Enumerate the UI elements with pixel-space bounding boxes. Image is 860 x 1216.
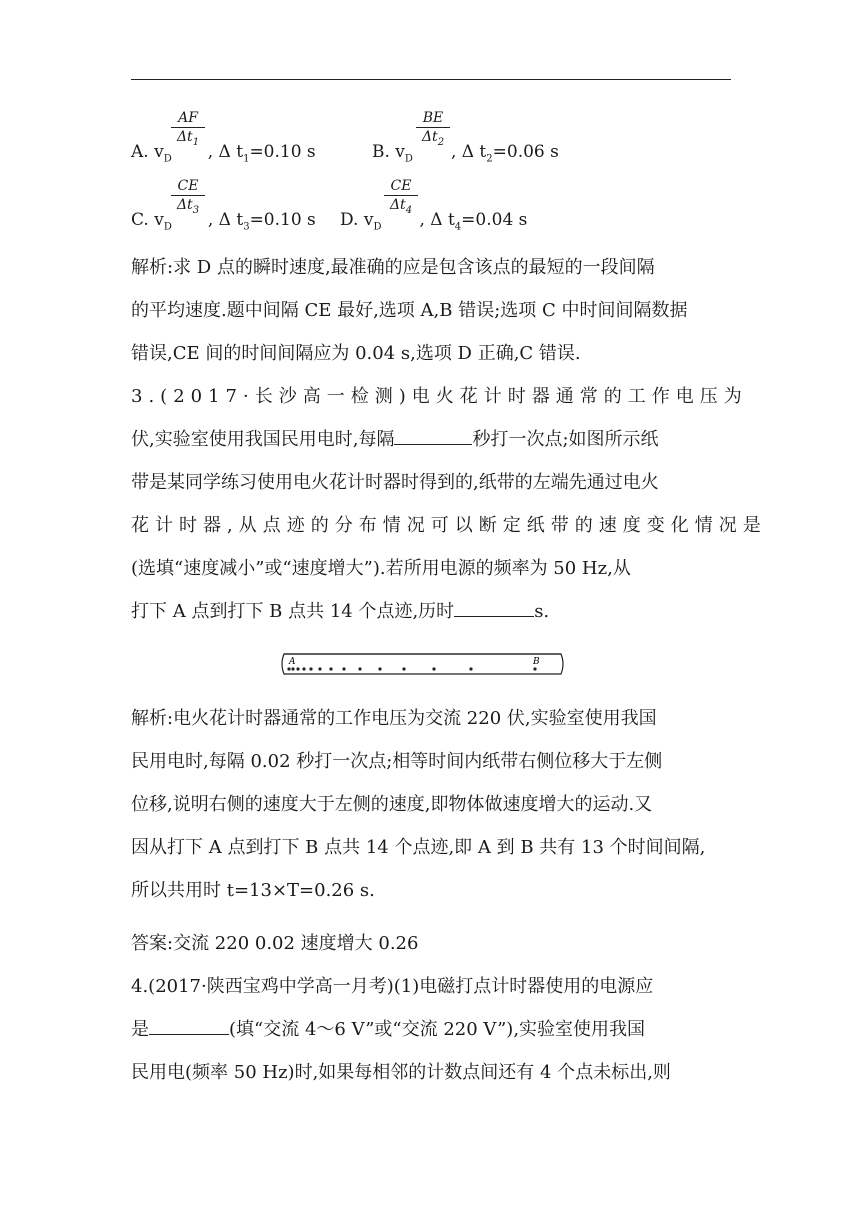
tape-dot — [302, 667, 305, 670]
option-d: D. $v_D$ , Δ $t_4=0.04$ s — [340, 210, 528, 233]
q3-line-3: 带是某同学练习使用电火花计时器时得到的,纸带的左端先通过电火 — [131, 472, 659, 493]
tape-dot — [402, 667, 405, 670]
tape-dot — [309, 667, 312, 670]
q4-line-2: 是 (填“交流 4～6 V”或“交流 220 V”),实验室使用我国 — [131, 1015, 645, 1041]
fraction-a-numerator: AF — [171, 109, 205, 128]
blank[interactable] — [454, 598, 534, 617]
fraction-c-numerator: CE — [171, 177, 205, 196]
option-a: A. $v_D$ , Δ $t_1=0.10$ s — [131, 142, 316, 165]
q3-line-6: 打下 A 点到打下 B 点共 14 个点迹,历时 s. — [131, 597, 549, 623]
tape-dot — [378, 667, 381, 670]
tape-label-a: A — [289, 657, 296, 667]
header-rule — [131, 79, 731, 80]
q4-line-3: 民用电(频率 50 Hz)时,如果每相邻的计数点间还有 4 个点未标出,则 — [131, 1062, 671, 1083]
q2-analysis-line-3: 错误,CE 间的时间间隔应为 0.04 s,选项 D 正确,C 错误. — [131, 343, 581, 364]
tape-dot — [287, 667, 290, 670]
fraction-b-denominator: $\Delta t_2$ — [421, 129, 445, 148]
tape-dot — [469, 667, 472, 670]
q3-line-5: (选填“速度减小”或“速度增大”).若所用电源的频率为 50 Hz,从 — [131, 558, 631, 579]
blank[interactable] — [394, 426, 472, 445]
q3-analysis-line-1: 解析:电火花计时器通常的工作电压为交流 220 伏,实验室使用我国 — [131, 708, 657, 729]
fraction-d-numerator: CE — [384, 177, 418, 196]
q3-analysis-line-5: 所以共用时 t=13×T=0.26 s. — [131, 880, 375, 901]
q3-analysis-line-2: 民用电时,每隔 0.02 秒打一次点;相等时间内纸带右侧位移大于左侧 — [131, 751, 663, 772]
tape-dot — [329, 667, 332, 670]
q4-line-1: 4.(2017·陕西宝鸡中学高一月考)(1)电磁打点计时器使用的电源应 — [131, 976, 654, 997]
q2-analysis-line-2: 的平均速度.题中间隔 CE 最好,选项 A,B 错误;选项 C 中时间间隔数据 — [131, 300, 688, 321]
q3-line-1: 3.(2017·长沙高一检测)电火花计时器通常的工作电压为 — [131, 386, 748, 407]
tape-dot — [432, 667, 435, 670]
option-c: C. $v_D$ , Δ $t_3=0.10$ s — [131, 210, 316, 233]
fraction-b-numerator: BE — [416, 109, 450, 128]
tape-dot — [296, 667, 299, 670]
paper-tape-figure — [280, 651, 565, 677]
q3-analysis-line-4: 因从打下 A 点到打下 B 点共 14 个点迹,即 A 到 B 共有 13 个时间间隔, — [131, 837, 706, 858]
q2-analysis-line-1: 解析:求 D 点的瞬时速度,最准确的应是包含该点的最短的一段间隔 — [131, 257, 655, 278]
q3-analysis-line-3: 位移,说明右侧的速度大于左侧的速度,即物体做速度增大的运动.又 — [131, 794, 653, 815]
fraction-d-denominator: $\Delta t_4$ — [389, 197, 413, 216]
q3-line-2: 伏,实验室使用我国民用电时,每隔 秒打一次点;如图所示纸 — [131, 425, 659, 451]
tape-dot — [342, 667, 345, 670]
fraction-c-denominator: $\Delta t_3$ — [176, 197, 200, 216]
tape-dot — [291, 667, 294, 670]
q3-line-4: 花计时器,从点迹的分布情况可以断定纸带的速度变化情况是 — [131, 515, 767, 536]
q3-answer: 答案:交流 220 0.02 速度增大 0.26 — [131, 933, 419, 954]
fraction-a-denominator: $\Delta t_1$ — [176, 129, 200, 148]
tape-dot — [358, 667, 361, 670]
tape-dot — [533, 667, 536, 670]
tape-label-b: B — [533, 657, 540, 667]
tape-outline — [282, 654, 563, 674]
tape-dot — [318, 667, 321, 670]
blank[interactable] — [149, 1016, 229, 1035]
option-b: B. $v_D$ , Δ $t_2=0.06$ s — [372, 142, 559, 165]
